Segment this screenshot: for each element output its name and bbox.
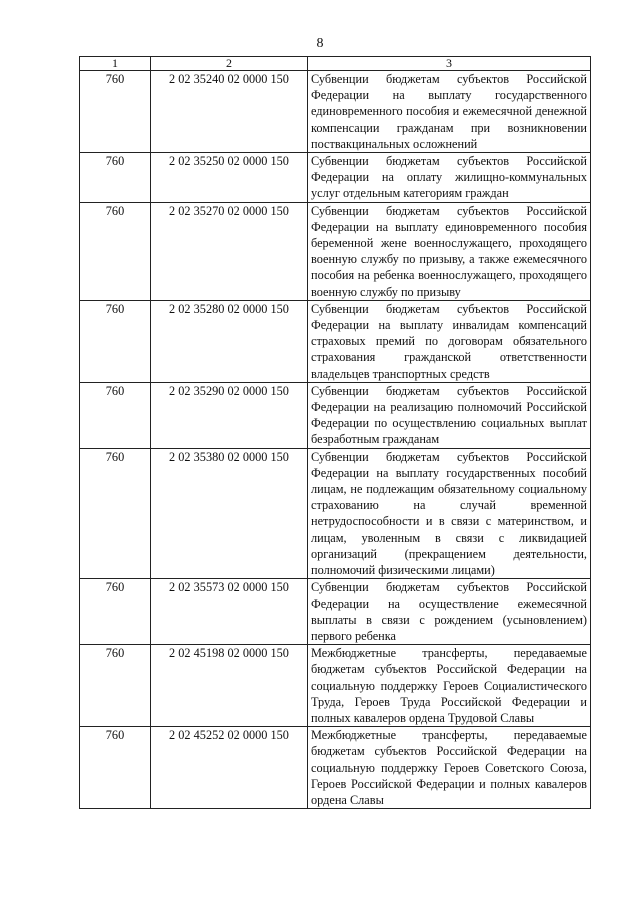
admin-code-cell: 760 [80, 153, 151, 203]
budget-code-cell: 2 02 35250 02 0000 150 [151, 153, 308, 203]
table-row [80, 579, 591, 645]
column-header-2: 2 [151, 57, 308, 71]
budget-code-cell: 2 02 45198 02 0000 150 [151, 645, 308, 727]
income-name-cell: Субвенции бюджетам субъектов Российской Федерации на реализацию полномочий Российской Федерации по осуществлению социальных выплат безработным гражданам [308, 382, 591, 448]
income-name-cell: Субвенции бюджетам субъектов Российской Федерации на оплату жилищно-коммунальных услуг отдельным категориям граждан [308, 153, 591, 203]
income-name-cell: Субвенции бюджетам субъектов Российской Федерации на осуществление ежемесячной выплаты в связи с рождением (усыновлением) первого ребенка [308, 579, 591, 645]
budget-code-cell: 2 02 35573 02 0000 150 [151, 579, 308, 645]
page-number: 8 [316, 36, 324, 51]
income-name-cell: Субвенции бюджетам субъектов Российской Федерации на выплату государственных пособий лицам, не подлежащим обязательному социальному страхованию на случай временной нетрудоспособности и в связи с материнством, и лицам, уволенным в связи с ликвидацией организаций (прекращением деятельности, полномочий физическими лицами) [308, 448, 591, 579]
income-name-cell: Субвенции бюджетам субъектов Российской Федерации на выплату государственного единовременного пособия и ежемесячной денежной компенсации гражданам при возникновении поствакцинальных осложнений [308, 71, 591, 153]
budget-code-cell: 2 02 35270 02 0000 150 [151, 202, 308, 300]
admin-code-cell: 760 [80, 202, 151, 300]
admin-code-cell: 760 [80, 645, 151, 727]
income-name-cell: Субвенции бюджетам субъектов Российской Федерации на выплату единовременного пособия беременной жене военнослужащего, проходящего военную службу по призыву, а также ежемесячного пособия на ребенка военнослужащего, проходящего военную службу по призыву [308, 202, 591, 300]
admin-code-cell: 760 [80, 448, 151, 579]
column-header-3: 3 [308, 57, 591, 71]
admin-code-cell: 760 [80, 579, 151, 645]
admin-code-cell: 760 [80, 71, 151, 153]
table-row [80, 300, 591, 382]
table-row [80, 727, 591, 809]
admin-code-cell: 760 [80, 727, 151, 809]
table-row [80, 153, 591, 203]
budget-code-cell: 2 02 35240 02 0000 150 [151, 71, 308, 153]
budget-code-cell: 2 02 35290 02 0000 150 [151, 382, 308, 448]
budget-codes-table [79, 56, 591, 809]
table-header-row [80, 57, 591, 71]
income-name-cell: Межбюджетные трансферты, передаваемые бюджетам субъектов Российской Федерации на социальную поддержку Героев Социалистического Труда, Героев Труда Российской Федерации и полных кавалеров ордена Трудовой Славы [308, 645, 591, 727]
column-header-1: 1 [80, 57, 151, 71]
budget-code-cell: 2 02 45252 02 0000 150 [151, 727, 308, 809]
table-row [80, 202, 591, 300]
table-row [80, 71, 591, 153]
table-row [80, 448, 591, 579]
table-row [80, 382, 591, 448]
table-row [80, 645, 591, 727]
income-name-cell: Межбюджетные трансферты, передаваемые бюджетам субъектов Российской Федерации на социальную поддержку Героев Советского Союза, Героев Российской Федерации и полных кавалеров ордена Славы [308, 727, 591, 809]
admin-code-cell: 760 [80, 300, 151, 382]
budget-code-cell: 2 02 35380 02 0000 150 [151, 448, 308, 579]
budget-code-cell: 2 02 35280 02 0000 150 [151, 300, 308, 382]
income-name-cell: Субвенции бюджетам субъектов Российской Федерации на выплату инвалидам компенсаций страховых премий по договорам обязательного страхования гражданской ответственности владельцев транспортных средств [308, 300, 591, 382]
admin-code-cell: 760 [80, 382, 151, 448]
